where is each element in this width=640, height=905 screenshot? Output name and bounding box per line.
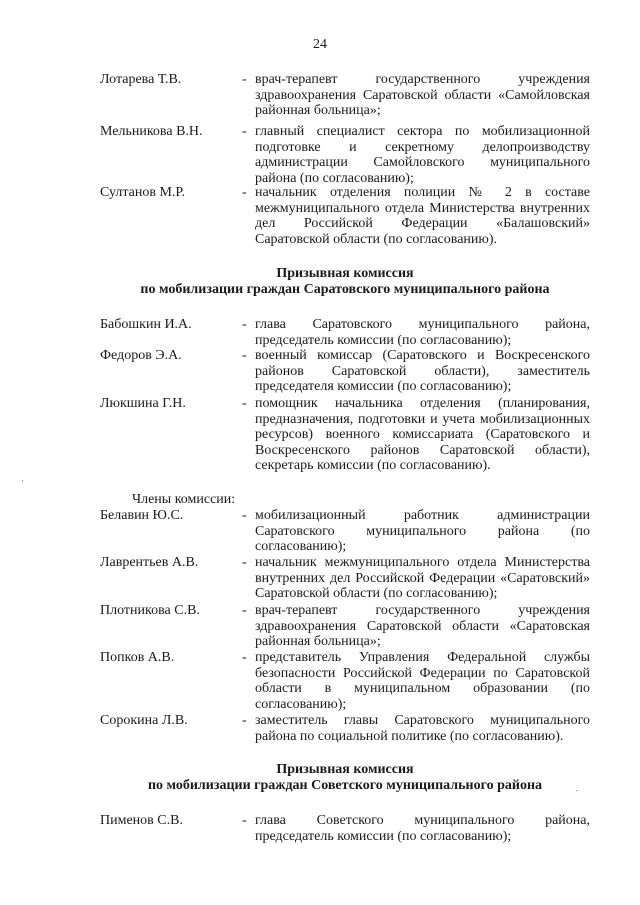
member-description: глава Саратовского муниципального района, председатель комиссии (по согласованию);	[255, 317, 590, 348]
member-description: военный комиссар (Саратовского и Воскресенского районов Саратовской области), заместитель председателя комиссии (по согласованию);	[255, 348, 590, 394]
scan-speck	[576, 790, 577, 791]
member-name: Плотникова С.В.	[100, 603, 200, 618]
page-number: 24	[313, 37, 327, 52]
section-title: Призывная комиссия	[276, 762, 414, 777]
member-description: начальник межмуниципального отдела Министерства внутренних дел Российской Федерации «Саратовский» Саратовской области (по согласованию);	[255, 555, 590, 601]
member-name: Мельникова В.Н.	[100, 124, 203, 139]
member-description: начальник отделения полиции № 2 в составе межмуниципального отдела Министерства внутренних дел Российской Федерации «Балашовский» Саратовской области (по согласованию).	[255, 185, 590, 247]
member-description: представитель Управления Федеральной службы безопасности Российской Федерации по Саратовской области в муниципальном образовании (по согласованию);	[255, 650, 590, 712]
section-subtitle: по мобилизации граждан Советского муниципального района	[147, 778, 543, 793]
member-name: Лотарева Т.В.	[100, 72, 182, 87]
scan-speck	[22, 480, 23, 481]
member-name: Федоров Э.А.	[100, 348, 182, 363]
member-name: Белавин Ю.С.	[100, 508, 184, 523]
member-description: врач-терапевт государственного учреждения здравоохранения Саратовской области «Самойловская районная больница»;	[255, 72, 590, 118]
members-label: Члены комиссии:	[132, 492, 236, 507]
member-description: врач-терапевт государственного учреждения здравоохранения Саратовской области «Саратовская районная больница»;	[255, 603, 590, 649]
member-name: Пименов С.В.	[100, 813, 183, 828]
member-name: Люкшина Г.Н.	[100, 396, 186, 411]
member-name: Лаврентьев А.В.	[100, 555, 199, 570]
member-description: мобилизационный работник администрации Саратовского муниципального района (по согласованию);	[255, 508, 590, 554]
member-description: глава Советского муниципального района, председатель комиссии (по согласованию);	[255, 813, 590, 844]
section-title: Призывная комиссия	[276, 266, 414, 281]
member-description: главный специалист сектора по мобилизационной подготовке и секретному делопроизводству администрации Самойловского муниципального района (по согласованию);	[255, 124, 590, 186]
member-name: Бабошкин И.А.	[100, 317, 192, 332]
member-name: Сорокина Л.В.	[100, 713, 188, 728]
member-description: помощник начальника отделения (планирования, предназначения, подготовки и учета мобилизационных ресурсов) военного комиссариата (Саратовского и Воскресенского районов Саратовской области), секретарь комиссии (по согласованию).	[255, 396, 590, 473]
member-name: Султанов М.Р.	[100, 185, 185, 200]
member-name: Попков А.В.	[100, 650, 175, 665]
member-description: заместитель главы Саратовского муниципального района по социальной политике (по согласованию).	[255, 713, 590, 744]
section-subtitle: по мобилизации граждан Саратовского муниципального района	[140, 282, 550, 297]
